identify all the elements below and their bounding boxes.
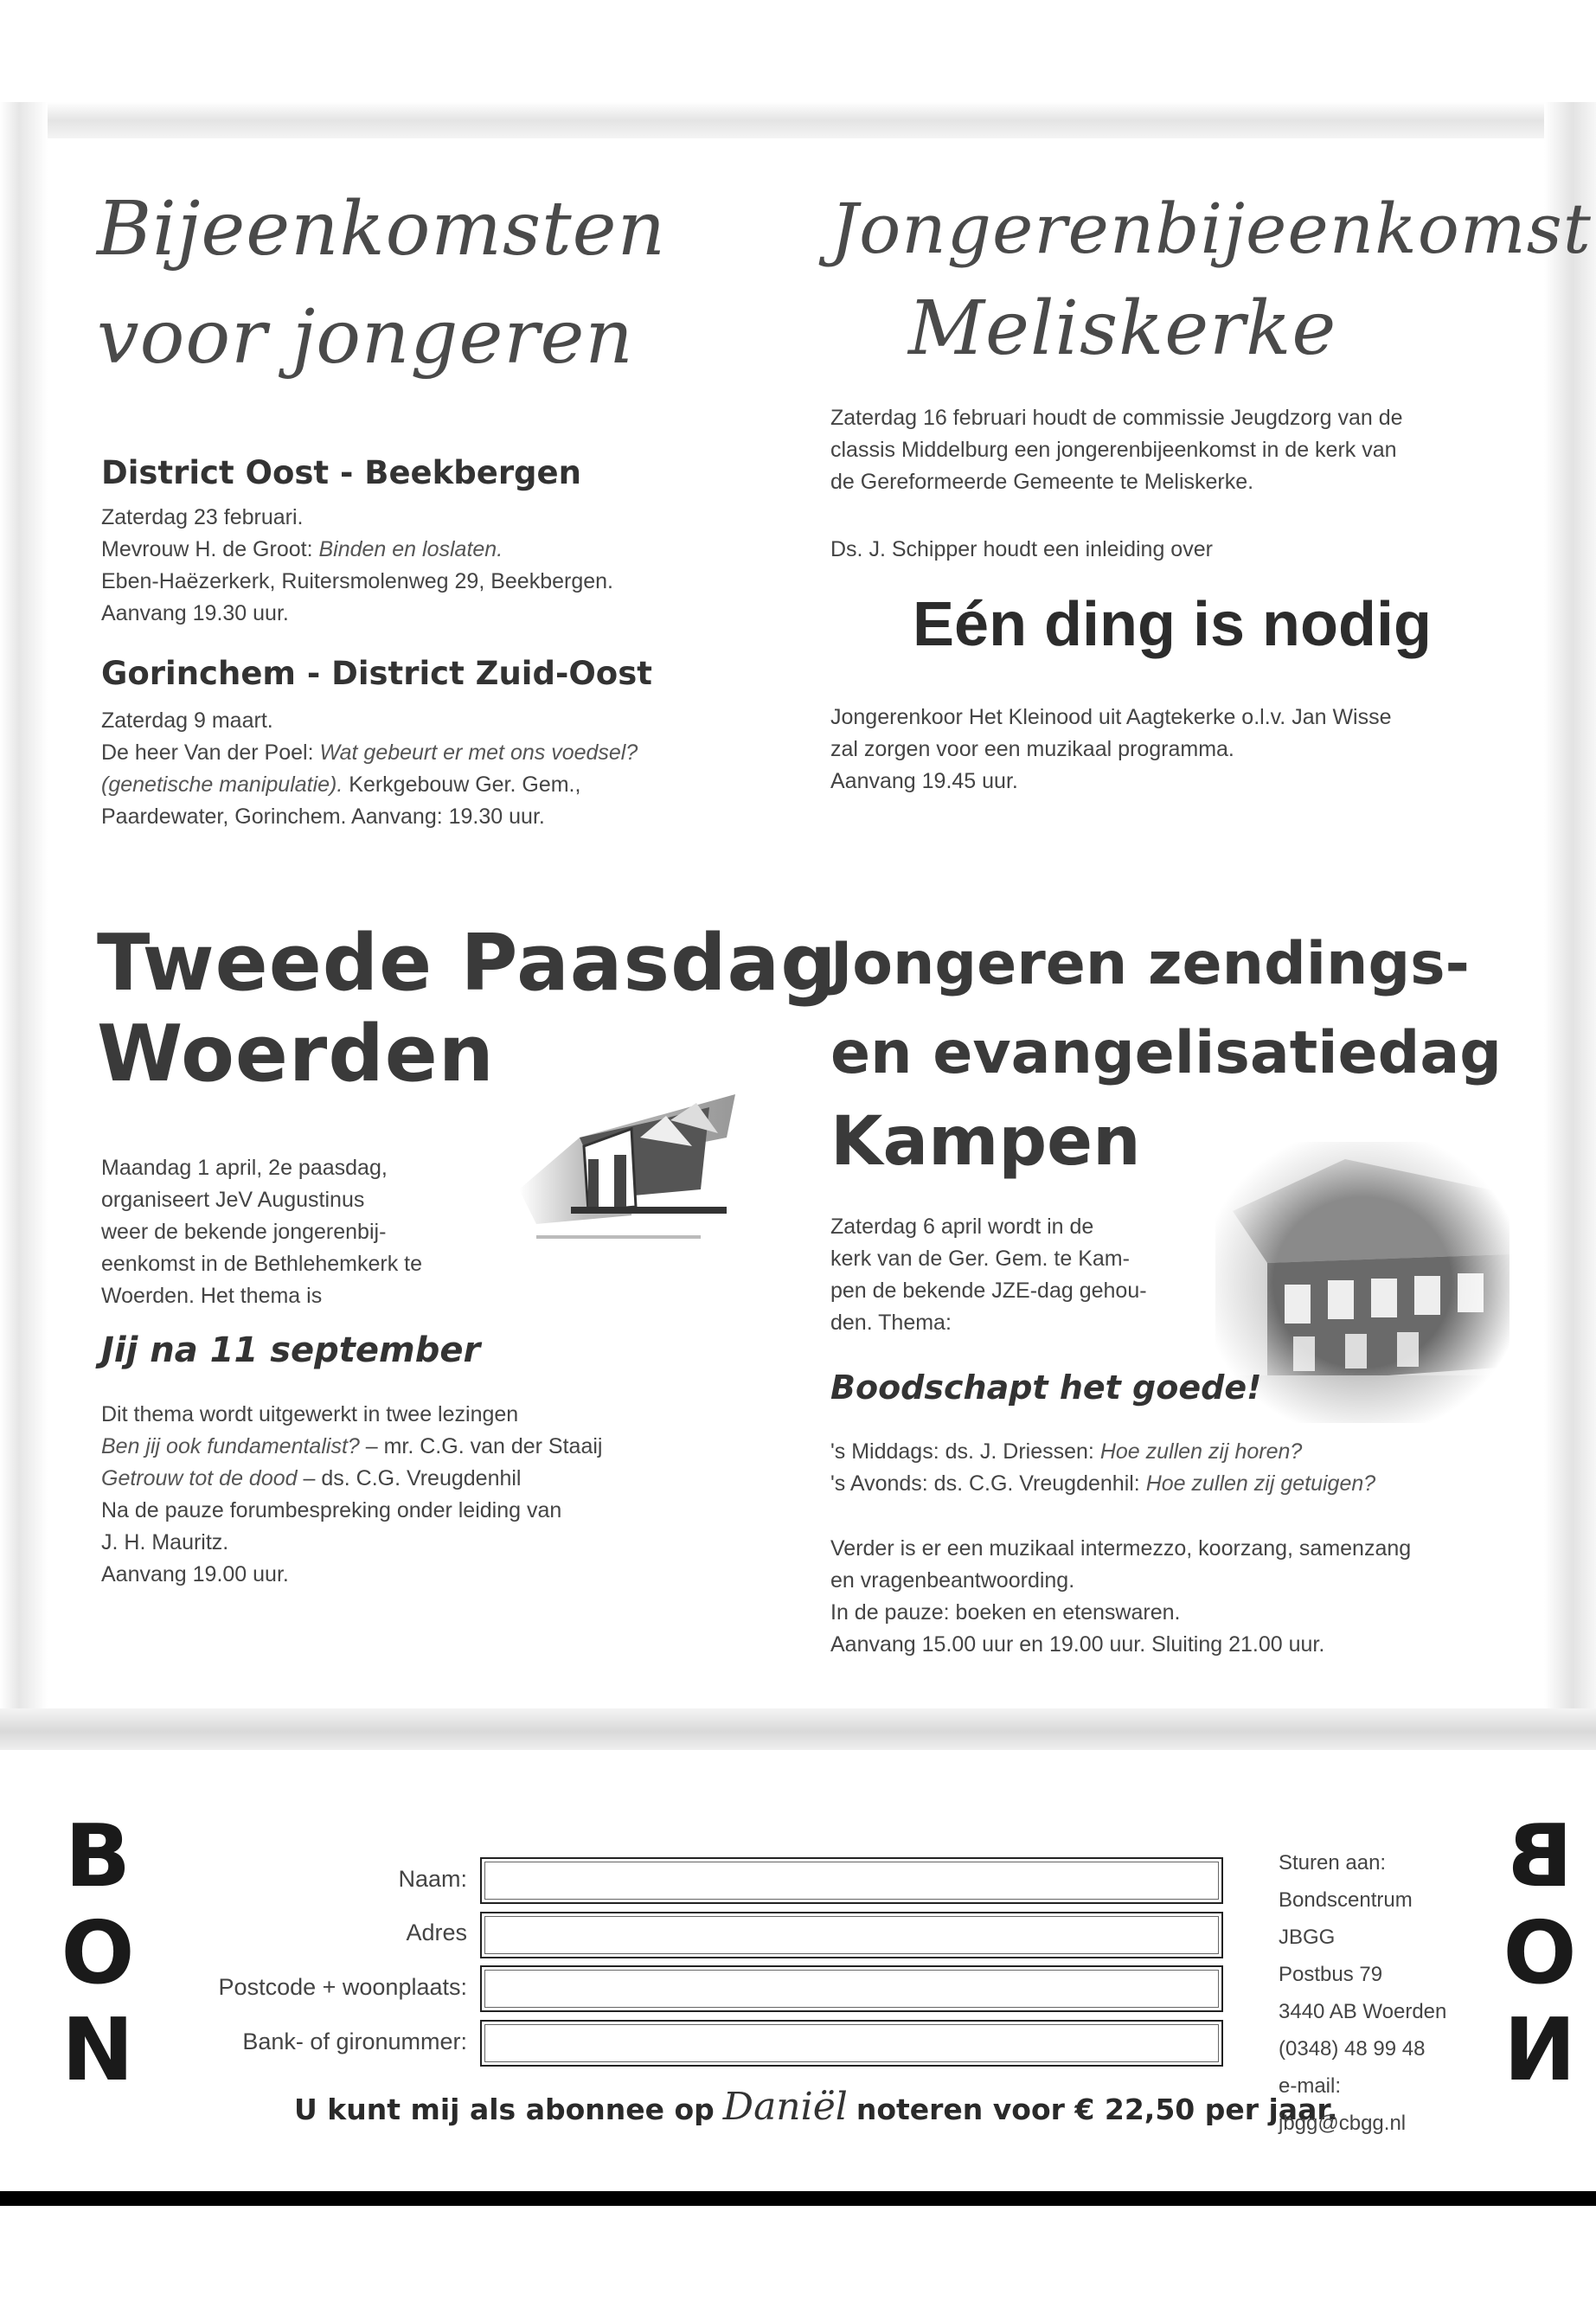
event2-location1: Kerkgebouw Ger. Gem., (343, 772, 581, 797)
section4-evening-prefix: 's Avonds: ds. C.G. Vreugdenhil: (830, 1471, 1146, 1496)
subscribe-suffix: noteren voor € 22,50 per jaar. (856, 2093, 1338, 2126)
event2-speaker-title: Wat gebeurt er met ons voedsel? (319, 740, 638, 765)
event2-speaker-subtitle: (genetische manipulatie). (101, 772, 343, 797)
section2-theme: Eén ding is nodig (913, 590, 1432, 659)
event2-heading: Gorinchem - District Zuid-Oost (101, 655, 652, 692)
section3-line1: Dit thema wordt uitgewerkt in twee lezingen (101, 1402, 519, 1426)
section4-closing-line1: Verder is er een muzikaal intermezzo, koorzang, samenzang (830, 1536, 1412, 1561)
section4-title-line3: Kampen (830, 1103, 1141, 1181)
section4-evening (830, 1468, 1375, 1500)
section3-theme: Jij na 11 september (101, 1330, 481, 1370)
page-left-band (0, 102, 48, 1746)
section2-title-line1: Jongerenbijeenkomst (830, 189, 1592, 269)
church-building-icon (484, 1086, 744, 1254)
section2-closing-line3: Aanvang 19.45 uur. (830, 769, 1018, 793)
name-field[interactable] (480, 1857, 1223, 1904)
subscribe-line (294, 2085, 1337, 2129)
section3-intro-line2: organiseert JeV Augustinus (101, 1188, 365, 1212)
bank-field[interactable] (480, 2020, 1223, 2067)
send-to-line2: Bondscentrum (1279, 1888, 1413, 1912)
event2-date: Zaterdag 9 maart. (101, 708, 273, 733)
event1-time: Aanvang 19.30 uur. (101, 601, 289, 625)
section3-intro-line1: Maandag 1 april, 2e paasdag, (101, 1156, 388, 1180)
section3-intro-line4: eenkomst in de Bethlehemkerk te (101, 1252, 423, 1276)
bon-letter-o: O (61, 1902, 135, 2003)
send-to-block (1279, 1844, 1446, 2142)
bon-letter-b-mirrored: B (1506, 1805, 1574, 1907)
section3-talk2 (101, 1463, 521, 1495)
page-bottom-bar (0, 2191, 1596, 2206)
event2-speaker: De heer Van der Poel: (101, 740, 320, 765)
bon-letter-b: B (64, 1805, 131, 1907)
section2-intro-line3: de Gereformeerde Gemeente te Meliskerke. (830, 470, 1254, 494)
section4-title-line1: Jongeren zendings- (830, 930, 1470, 998)
send-to-line4: Postbus 79 (1279, 1963, 1383, 1986)
postcode-field[interactable] (480, 1965, 1223, 2012)
subscribe-prefix: U kunt mij als abonnee op (294, 2093, 715, 2126)
event2-location-line (101, 769, 580, 801)
section3-time: Aanvang 19.00 uur. (101, 1562, 289, 1586)
section2-speaker-line: Ds. J. Schipper houdt een inleiding over (830, 537, 1213, 561)
bank-label: Bank- of gironummer: (242, 2029, 467, 2054)
page-right-band (1544, 102, 1596, 1746)
section4-closing-line3: In de pauze: boeken en etenswaren. (830, 1600, 1181, 1625)
section3-intro-line5: Woerden. Het thema is (101, 1284, 323, 1308)
page-top-band (0, 102, 1596, 138)
section3-title-line2: Woerden (97, 1009, 495, 1099)
address-field[interactable] (480, 1912, 1223, 1958)
bon-letter-o-mirrored: O (1503, 1902, 1577, 2003)
postcode-label: Postcode + woonplaats: (218, 1974, 467, 2000)
bon-letter-n-mirrored: N (1503, 1999, 1576, 2100)
send-to-line5: 3440 AB Woerden (1279, 2000, 1447, 2023)
section3-talk1 (101, 1431, 602, 1463)
section4-theme: Boodschapt het goede! (830, 1368, 1262, 1407)
section3-title-line1: Tweede Paasdag (97, 918, 837, 1009)
section1-title-line2: voor jongeren (97, 294, 634, 381)
section3-talk2-title: Getrouw tot de dood (101, 1466, 298, 1490)
section3-intro-line3: weer de bekende jongerenbij- (101, 1220, 387, 1244)
section4-afternoon (830, 1436, 1302, 1468)
section2-closing-line1: Jongerenkoor Het Kleinood uit Aagtekerke o.l.v. Jan Wisse (830, 705, 1392, 729)
event2-speaker-line (101, 737, 638, 769)
section4-closing-line2: en vragenbeantwoording. (830, 1568, 1075, 1593)
bon-letter-n: N (61, 1999, 134, 2100)
section4-intro-line4: den. Thema: (830, 1311, 952, 1335)
section2-closing-line2: zal zorgen voor een muzikaal programma. (830, 737, 1234, 761)
event1-speaker: Mevrouw H. de Groot: (101, 537, 319, 561)
section3-talk1-title: Ben jij ook fundamentalist? (101, 1434, 360, 1458)
section4-closing-line4: Aanvang 15.00 uur en 19.00 uur. Sluiting 21.00 uur. (830, 1632, 1325, 1657)
send-to-line7: e-mail: (1279, 2074, 1342, 2098)
section4-evening-title: Hoe zullen zij getuigen? (1145, 1471, 1376, 1496)
address-label: Adres (406, 1920, 467, 1945)
event2-location2: Paardewater, Gorinchem. Aanvang: 19.30 uur. (101, 804, 545, 829)
send-to-line8[interactable]: jbgg@cbgg.nl (1279, 2112, 1407, 2135)
event1-speaker-line (101, 534, 503, 566)
section4-intro-line3: pen de bekende JZE-dag gehou- (830, 1279, 1147, 1303)
bon-letters-right (1501, 1805, 1579, 2100)
section4-title-line2: en evangelisatiedag (830, 1019, 1502, 1087)
section4-afternoon-prefix: 's Middags: ds. J. Driessen: (830, 1439, 1100, 1464)
section3-line5: J. H. Mauritz. (101, 1530, 229, 1554)
section4-afternoon-title: Hoe zullen zij horen? (1099, 1439, 1303, 1464)
event1-heading: District Oost - Beekbergen (101, 454, 581, 491)
event1-location: Eben-Haëzerkerk, Ruitersmolenweg 29, Beekbergen. (101, 569, 613, 593)
name-label: Naam: (398, 1866, 467, 1892)
section3-line4: Na de pauze forumbespreking onder leiding van (101, 1498, 562, 1522)
send-to-line3: JBGG (1279, 1926, 1336, 1949)
section3-talk2-speaker: – ds. C.G. Vreugdenhil (297, 1466, 522, 1490)
section1-title-line1: Bijeenkomsten (97, 186, 666, 272)
event1-speaker-title: Binden en loslaten. (318, 537, 503, 561)
section2-title-line2: Meliskerke (908, 285, 1337, 372)
daniel-logo: Daniël (722, 2085, 848, 2129)
page-mid-band (0, 1708, 1596, 1750)
send-to-line1: Sturen aan: (1279, 1851, 1387, 1875)
send-to-line6: (0348) 48 99 48 (1279, 2037, 1426, 2061)
section3-talk1-speaker: – mr. C.G. van der Staaij (359, 1434, 603, 1458)
section2-intro-line2: classis Middelburg een jongerenbijeenkomst in de kerk van (830, 438, 1397, 462)
section4-intro-line1: Zaterdag 6 april wordt in de (830, 1215, 1094, 1239)
event1-date: Zaterdag 23 februari. (101, 505, 304, 529)
section2-intro-line1: Zaterdag 16 februari houdt de commissie Jeugdzorg van de (830, 406, 1403, 430)
section4-intro-line2: kerk van de Ger. Gem. te Kam- (830, 1247, 1130, 1271)
